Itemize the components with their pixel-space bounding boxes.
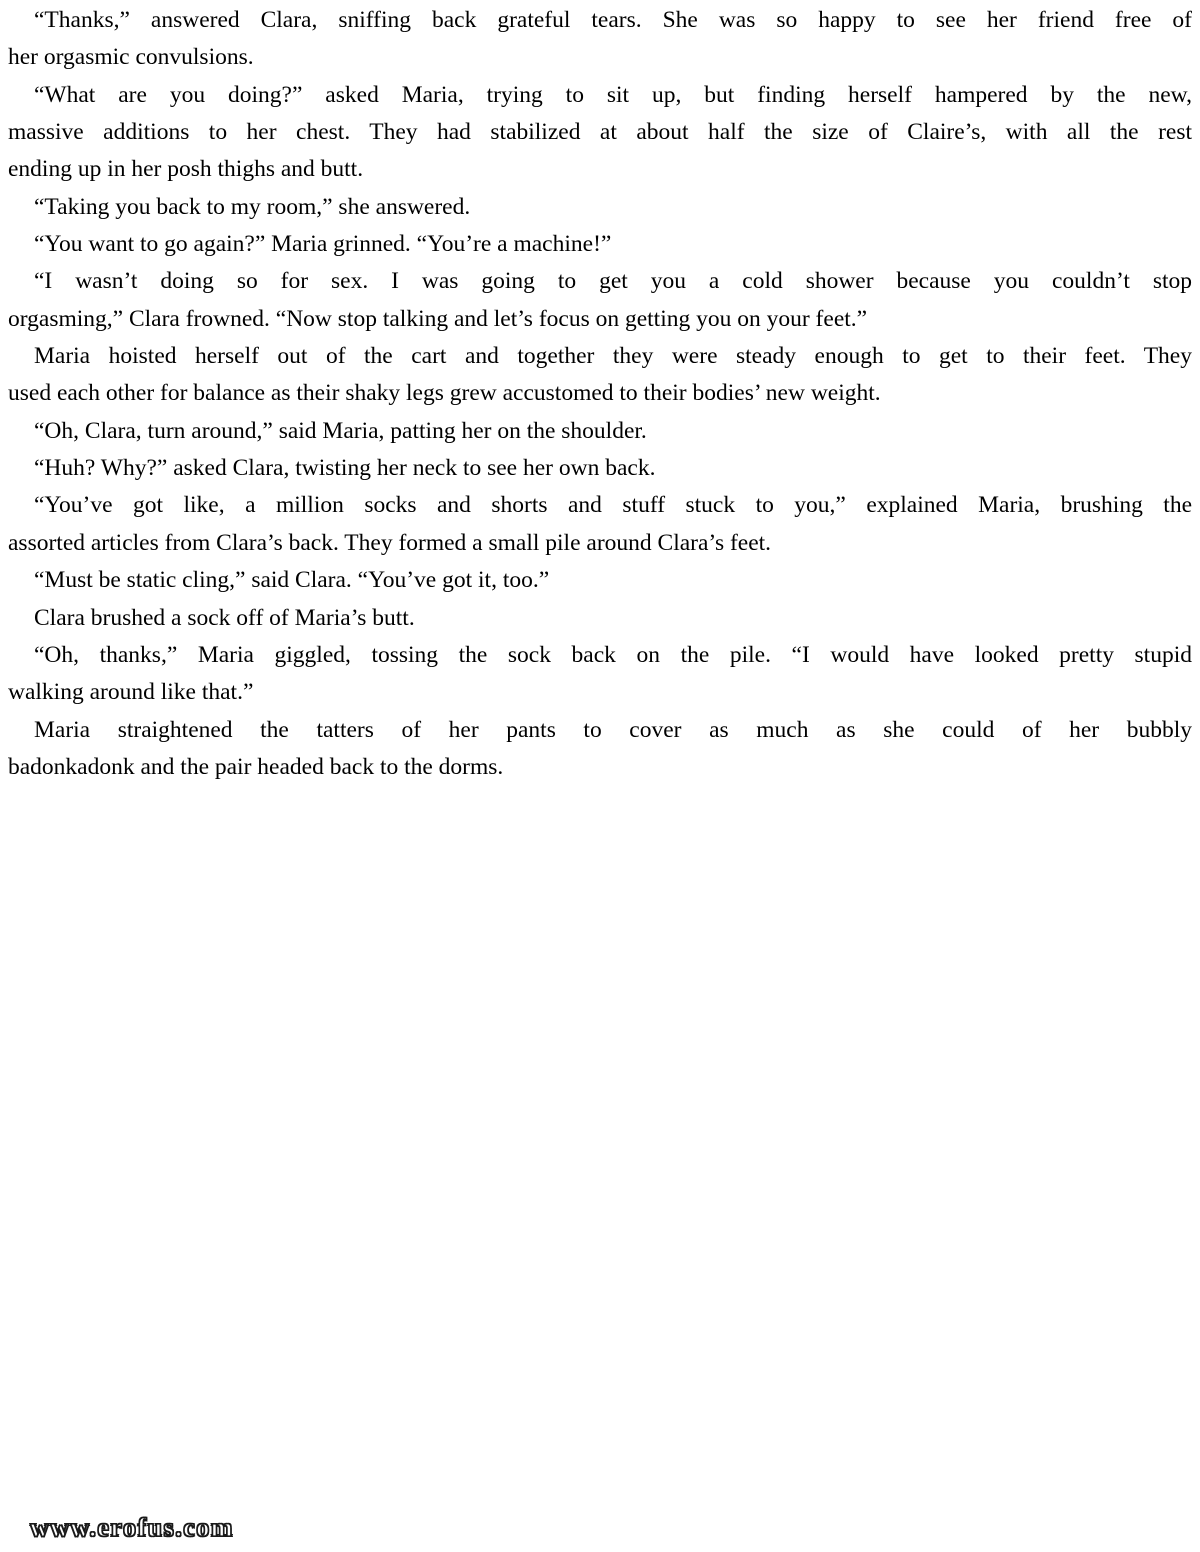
page-text bbox=[8, 2, 1192, 786]
text-line: “You’ve got like, a million socks and shorts and stuff stuck to you,” explained Maria, brushing the bbox=[34, 492, 1192, 519]
text-line: assorted articles from Clara’s back. They formed a small pile around Clara’s feet. bbox=[8, 529, 772, 556]
text-line: Maria hoisted herself out of the cart and together they were steady enough to get to their feet. They bbox=[34, 343, 1192, 370]
paragraph bbox=[8, 263, 1192, 338]
text-line: Clara brushed a sock off of Maria’s butt. bbox=[34, 604, 415, 631]
text-line: ending up in her posh thighs and butt. bbox=[8, 156, 364, 183]
paragraph bbox=[8, 487, 1192, 562]
paragraph bbox=[8, 712, 1192, 787]
paragraph bbox=[8, 2, 1192, 77]
text-line: “Taking you back to my room,” she answered. bbox=[34, 193, 471, 220]
text-line: “Thanks,” answered Clara, sniffing back grateful tears. She was so happy to see her friend free of bbox=[34, 7, 1192, 33]
text-line: badonkadonk and the pair headed back to the dorms. bbox=[8, 753, 504, 780]
paragraph bbox=[8, 226, 1192, 263]
text-line: “Huh? Why?” asked Clara, twisting her neck to see her own back. bbox=[34, 455, 656, 482]
text-line: walking around like that.” bbox=[8, 679, 254, 706]
text-line: massive additions to her chest. They had stabilized at about half the size of Claire’s, with all the rest bbox=[8, 119, 1192, 146]
text-line: “Oh, Clara, turn around,” said Maria, patting her on the shoulder. bbox=[34, 417, 647, 444]
text-line: Maria straightened the tatters of her pants to cover as much as she could of her bubbly bbox=[34, 716, 1192, 743]
text-line: “I wasn’t doing so for sex. I was going to get you a cold shower because you couldn’t stop bbox=[34, 268, 1192, 295]
watermark: www.erofus.com bbox=[30, 1513, 234, 1542]
paragraph bbox=[8, 413, 1192, 450]
paragraph bbox=[8, 637, 1192, 712]
paragraph bbox=[8, 189, 1192, 226]
paragraph bbox=[8, 450, 1192, 487]
paragraph bbox=[8, 338, 1192, 413]
text-line: “What are you doing?” asked Maria, trying to sit up, but finding herself hampered by the new, bbox=[34, 81, 1192, 108]
text-line: “You want to go again?” Maria grinned. “You’re a machine!” bbox=[34, 231, 612, 258]
paragraph bbox=[8, 562, 1192, 599]
text-line: her orgasmic convulsions. bbox=[8, 44, 254, 71]
paragraph bbox=[8, 77, 1192, 189]
text-line: “Oh, thanks,” Maria giggled, tossing the sock back on the pile. “I would have looked pretty stupid bbox=[34, 641, 1192, 668]
paragraph bbox=[8, 600, 1192, 637]
text-line: used each other for balance as their shaky legs grew accustomed to their bodies’ new weight. bbox=[8, 380, 881, 407]
text-line: “Must be static cling,” said Clara. “You’ve got it, too.” bbox=[34, 567, 550, 594]
text-line: orgasming,” Clara frowned. “Now stop talking and let’s focus on getting you on your feet.” bbox=[8, 305, 868, 332]
